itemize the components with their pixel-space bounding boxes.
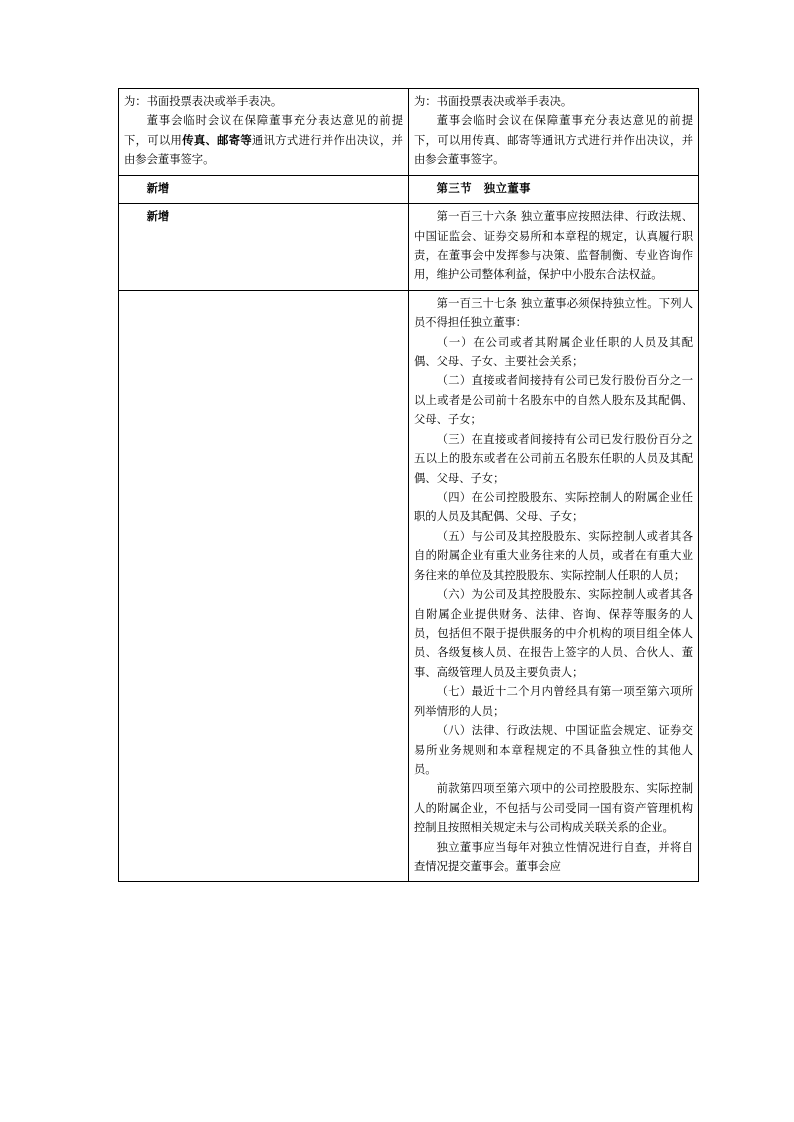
paragraph: 为：书面投票表决或举手表决。 <box>414 95 573 108</box>
table-cell-right <box>409 175 699 203</box>
article-137-item-4: （四）在公司控股股东、实际控制人的附属企业任职的人员及其配偶、父母、子女； <box>414 491 693 524</box>
article-137-item-2: （二）直接或者间接持有公司已发行股份百分之一以上或者是公司前十名股东中的自然人股东及其配偶、父母、子女； <box>414 374 693 427</box>
article-137-intro: 第一百三十七条 独立董事必须保持独立性。下列人员不得担任独立董事： <box>414 296 693 330</box>
table-cell-left <box>119 89 409 176</box>
article-137-item-3: （三）在直接或者间接持有公司已发行股份百分之五以上的股东或者在公司前五名股东任职的人员及其配偶、父母、子女； <box>414 432 693 485</box>
table-cell-left-empty <box>119 290 409 882</box>
table-row <box>119 175 699 203</box>
article-137-item-7: （七）最近十二个月内曾经具有第一项至第六项所列举情形的人员； <box>414 685 693 718</box>
table-cell-left <box>119 204 409 291</box>
table-cell-left <box>119 175 409 203</box>
article-137-selfcheck: 独立董事应当每年对独立性情况进行自查，并将自查情况提交董事会。董事会应 <box>414 840 693 874</box>
article-136: 第一百三十六条 独立董事应按照法律、行政法规、中国证监会、证券交易所和本章程的规定，认真履行职责，在董事会中发挥参与决策、监督制衡、专业咨询作用，维护公司整体利益，保护中小股东合法权益。 <box>414 210 693 282</box>
run-plain: 董事会临时会议在保障董事充分表达意见的前提下，可以用 <box>124 114 403 147</box>
new-content-label: 新增 <box>146 181 170 195</box>
paragraph-mixed <box>124 111 403 169</box>
article-137-item-5: （五）与公司及其控股股东、实际控制人或者其各自的附属企业有重大业务往来的人员，或者在有重大业务往来的单位及其控股股东、实际控制人任职的人员； <box>414 529 693 582</box>
comparison-table <box>118 88 699 882</box>
article-137-note: 前款第四项至第六项中的公司控股股东、实际控制人的附属企业，不包括与公司受同一国有资产管理机构控制且按照相关规定未与公司构成关联关系的企业。 <box>414 782 693 835</box>
paragraph: 董事会临时会议在保障董事充分表达意见的前提下，可以用传真、邮寄等通讯方式进行并作出决议，并由参会董事签字。 <box>414 114 693 167</box>
paragraph: 为：书面投票表决或举手表决。 <box>124 95 283 108</box>
run-bold: 传真、邮寄等 <box>182 133 253 147</box>
table-row <box>119 204 699 291</box>
table-cell-right <box>409 89 699 176</box>
table-row <box>119 290 699 882</box>
table-row <box>119 89 699 176</box>
article-137-item-1: （一）在公司或者其附属企业任职的人员及其配偶、父母、子女、主要社会关系； <box>414 335 693 369</box>
new-content-label: 新增 <box>146 210 170 224</box>
article-137-item-6: （六）为公司及其控股股东、实际控制人或者其各自附属企业提供财务、法律、咨询、保荐等服务的人员，包括但不限于提供服务的中介机构的项目组全体人员、各级复核人员、在报告上签字的人员、合伙人、董事、高级管理人员及主要负责人； <box>414 588 693 679</box>
table-cell-right <box>409 204 699 291</box>
table-cell-right <box>409 290 699 882</box>
run-plain-2: 通讯方式进行并作出决议，并由参会董事签字。 <box>124 133 403 167</box>
section-heading: 第三节 独立董事 <box>436 181 531 195</box>
table-body <box>119 89 699 882</box>
article-137-item-8: （八）法律、行政法规、中国证监会规定、证券交易所业务规则和本章程规定的不具备独立性的其他人员。 <box>414 724 693 776</box>
